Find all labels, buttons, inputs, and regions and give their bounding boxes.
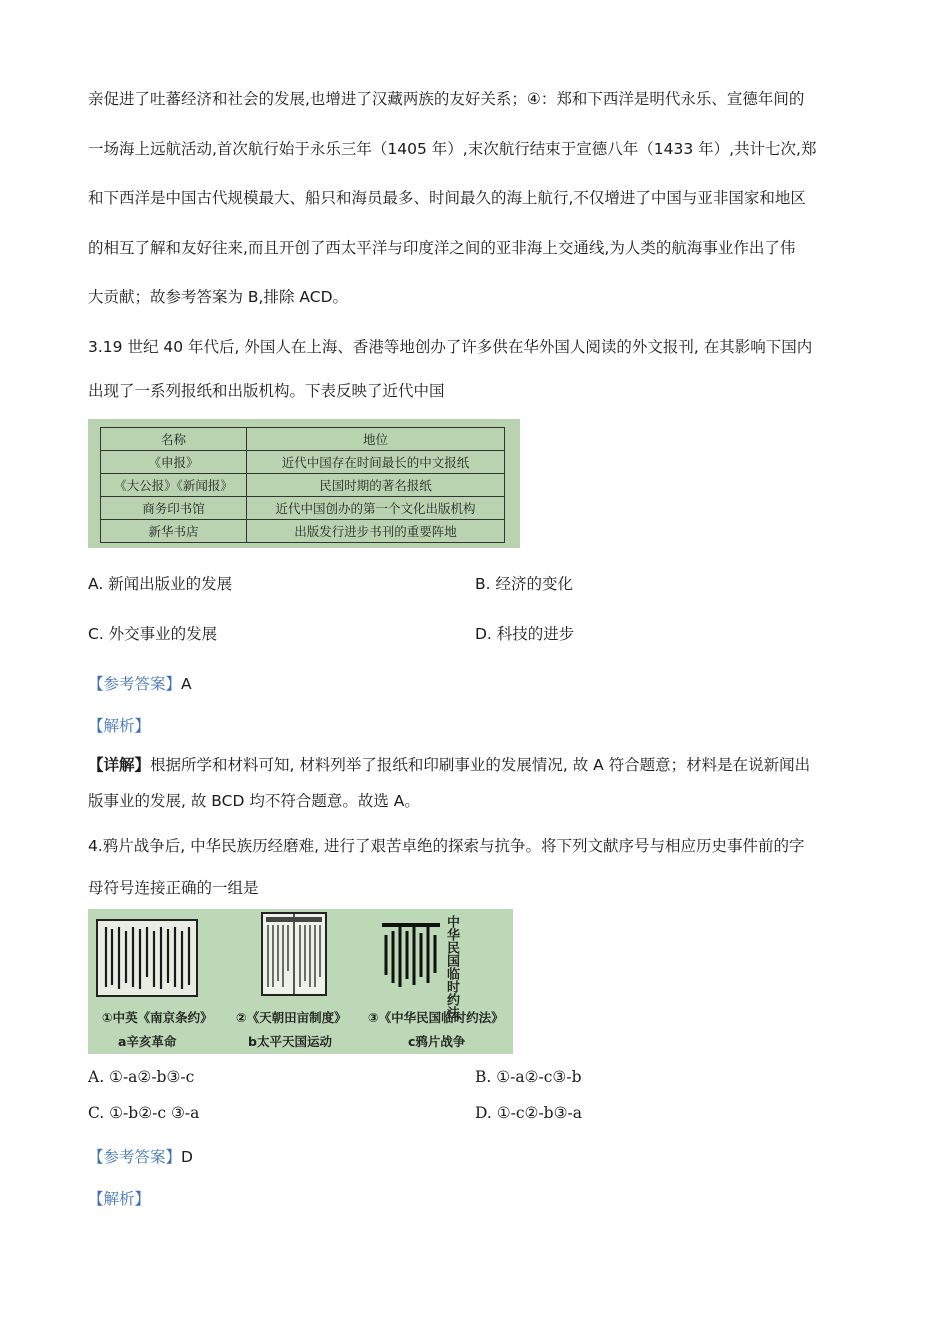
land-system-document-image xyxy=(260,911,328,997)
q3-detail-line-2: 版事业的发展, 故 BCD 均不符合题意。故选 A。 xyxy=(88,792,420,810)
table-row xyxy=(101,520,505,543)
event-label-b: b太平天国运动 xyxy=(248,1034,332,1049)
table-cell: 近代中国创办的第一个文化出版机构 xyxy=(247,497,505,520)
table-cell: 商务印书馆 xyxy=(101,497,247,520)
q3-analysis-label: 【解析】 xyxy=(88,717,151,735)
table-cell: 民国时期的著名报纸 xyxy=(247,474,505,497)
calligraphy-label: 中华民国临时约法 xyxy=(444,915,459,1019)
detail-text: 根据所学和材料可知, 材料列举了报纸和印刷事业的发展情况, 故 A 符合题意；材料是在说新闻出 xyxy=(150,756,811,774)
q3-option-a[interactable]: A. 新闻出版业的发展 xyxy=(88,575,233,593)
q4-analysis-label: 【解析】 xyxy=(88,1190,151,1208)
q4-stem-line-2: 母符号连接正确的一组是 xyxy=(88,879,259,897)
detail-label: 【详解】 xyxy=(88,756,151,774)
answer-label: 【参考答案】 xyxy=(88,1148,182,1166)
q4-answer xyxy=(88,1146,193,1168)
doc-label-3: ③《中华民国临时约法》 xyxy=(368,1010,504,1025)
event-label-a: a辛亥革命 xyxy=(118,1034,177,1049)
answer-label: 【参考答案】 xyxy=(88,675,182,693)
q3-option-c[interactable]: C. 外交事业的发展 xyxy=(88,625,218,643)
q3-answer xyxy=(88,673,192,695)
table-cell: 近代中国存在时间最长的中文报纸 xyxy=(247,451,505,474)
table-header-status: 地位 xyxy=(247,428,505,451)
q4-option-a[interactable]: A. ①-a②-b③-c xyxy=(88,1068,195,1086)
event-label-c: c鸦片战争 xyxy=(408,1034,466,1049)
doc-label-2: ②《天朝田亩制度》 xyxy=(236,1010,347,1025)
q3-stem-line-2: 出现了一系列报纸和出版机构。下表反映了近代中国 xyxy=(88,382,445,400)
paragraph-line-5: 大贡献；故参考答案为 B,排除 ACD。 xyxy=(88,288,349,306)
paragraph-line-4: 的相互了解和友好往来,而且开创了西太平洋与印度洋之间的亚非海上交通线,为人类的航海事业作出了伟 xyxy=(88,239,796,257)
table-row xyxy=(101,451,505,474)
paragraph-line-1: 亲促进了吐蕃经济和社会的发展,也增进了汉藏两族的友好关系；④：郑和下西洋是明代永乐、宣德年间的 xyxy=(88,90,805,108)
table-header-row xyxy=(101,428,505,451)
paragraph-line-2: 一场海上远航活动,首次航行始于永乐三年（1405 年）,末次航行结束于宣德八年（1433 年）,共计七次,郑 xyxy=(88,140,817,158)
q3-option-d[interactable]: D. 科技的进步 xyxy=(475,625,575,643)
q4-stem-line-1: 4.鸦片战争后, 中华民族历经磨难, 进行了艰苦卓绝的探索与抗争。将下列文献序号与相应历史事件前的字 xyxy=(88,837,805,855)
table-cell: 《大公报》《新闻报》 xyxy=(101,474,247,497)
table-row xyxy=(101,497,505,520)
table-cell: 出版发行进步书刊的重要阵地 xyxy=(247,520,505,543)
q4-option-d[interactable]: D. ①-c②-b③-a xyxy=(475,1104,582,1122)
table-cell: 新华书店 xyxy=(101,520,247,543)
answer-value: A xyxy=(181,675,192,693)
q4-option-b[interactable]: B. ①-a②-c③-b xyxy=(475,1068,582,1086)
doc-label-1: ①中英《南京条约》 xyxy=(102,1010,213,1025)
q3-option-b[interactable]: B. 经济的变化 xyxy=(475,575,573,593)
table-row xyxy=(101,474,505,497)
q4-documents-figure xyxy=(88,909,513,1054)
q4-option-c[interactable]: C. ①-b②-c ③-a xyxy=(88,1104,200,1122)
treaty-document-image xyxy=(96,917,198,999)
constitution-calligraphy-text xyxy=(444,915,459,1019)
q3-detail-line-1 xyxy=(88,754,810,776)
table-cell: 《申报》 xyxy=(101,451,247,474)
q3-stem-line-1: 3.19 世纪 40 年代后, 外国人在上海、香港等地创办了许多供在华外国人阅读的外文报刊, 在其影响下国内 xyxy=(88,338,813,356)
q3-table-figure xyxy=(88,419,520,548)
answer-value: D xyxy=(181,1148,193,1166)
table-header-name: 名称 xyxy=(101,428,247,451)
paragraph-line-3: 和下西洋是中国古代规模最大、船只和海员最多、时间最久的海上航行,不仅增进了中国与亚非国家和地区 xyxy=(88,189,806,207)
q3-table xyxy=(100,427,505,543)
